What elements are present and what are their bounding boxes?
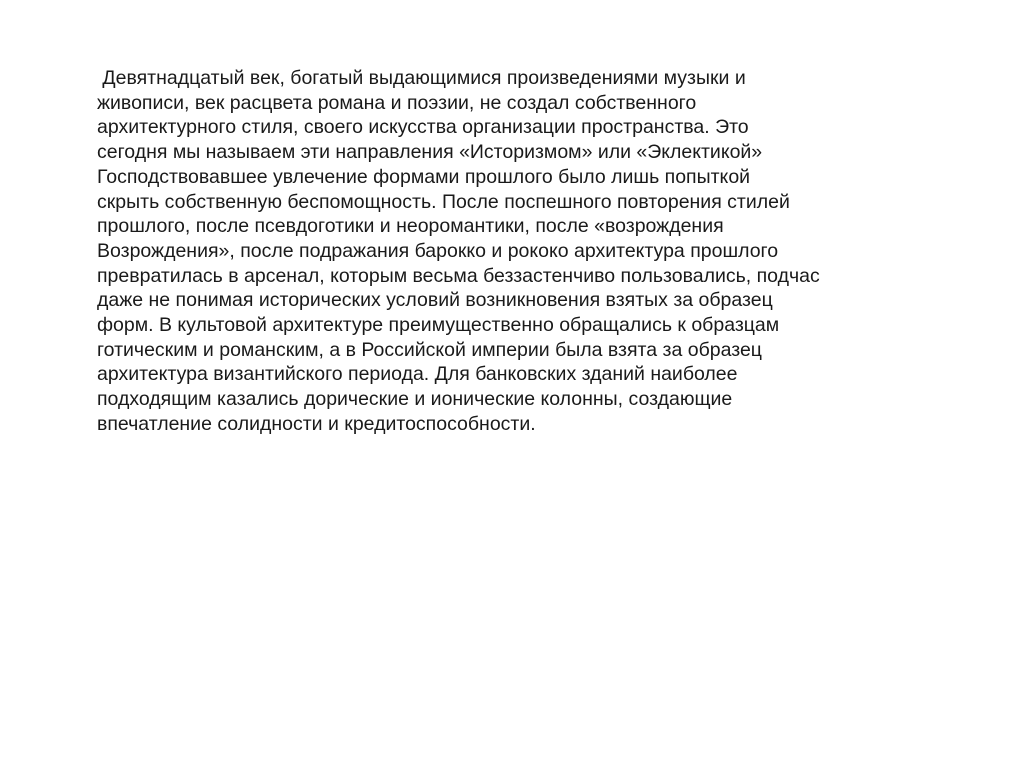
paragraph-line: форм. В культовой архитектуре преимущественно обращались к образцам	[97, 314, 780, 337]
paragraph-line: впечатление солидности и кредитоспособности.	[97, 412, 536, 435]
paragraph-line: прошлого, после псевдоготики и неоромантики, после «возрождения	[97, 215, 724, 238]
paragraph-line: живописи, век расцвета романа и поэзии, не создал собственного	[97, 91, 697, 114]
paragraph-line: Господствовавшее увлечение формами прошлого было лишь попыткой	[97, 165, 751, 188]
paragraph-line: даже не понимая исторических условий возникновения взятых за образец	[97, 289, 773, 312]
paragraph-line: готическим и романским, а в Российской империи была взята за образец	[97, 338, 762, 361]
paragraph-line: архитектурного стиля, своего искусства организации пространства. Это	[97, 116, 749, 139]
paragraph-line: скрыть собственную беспомощность. После поспешного повторения стилей	[97, 190, 790, 213]
paragraph-line: превратилась в арсенал, которым весьма беззастенчиво пользовались, подчас	[97, 264, 820, 287]
body-paragraph	[97, 66, 927, 437]
paragraph-line: Возрождения», после подражания барокко и рококо архитектура прошлого	[97, 239, 779, 262]
paragraph-line: Девятнадцатый век, богатый выдающимися произведениями музыки и	[97, 67, 746, 89]
paragraph-line: подходящим казались дорические и ионические колонны, создающие	[97, 388, 733, 411]
paragraph-line: сегодня мы называем эти направления «Историзмом» или «Эклектикой»	[97, 141, 763, 164]
paragraph-line: архитектура византийского периода. Для банковских зданий наиболее	[97, 363, 738, 386]
